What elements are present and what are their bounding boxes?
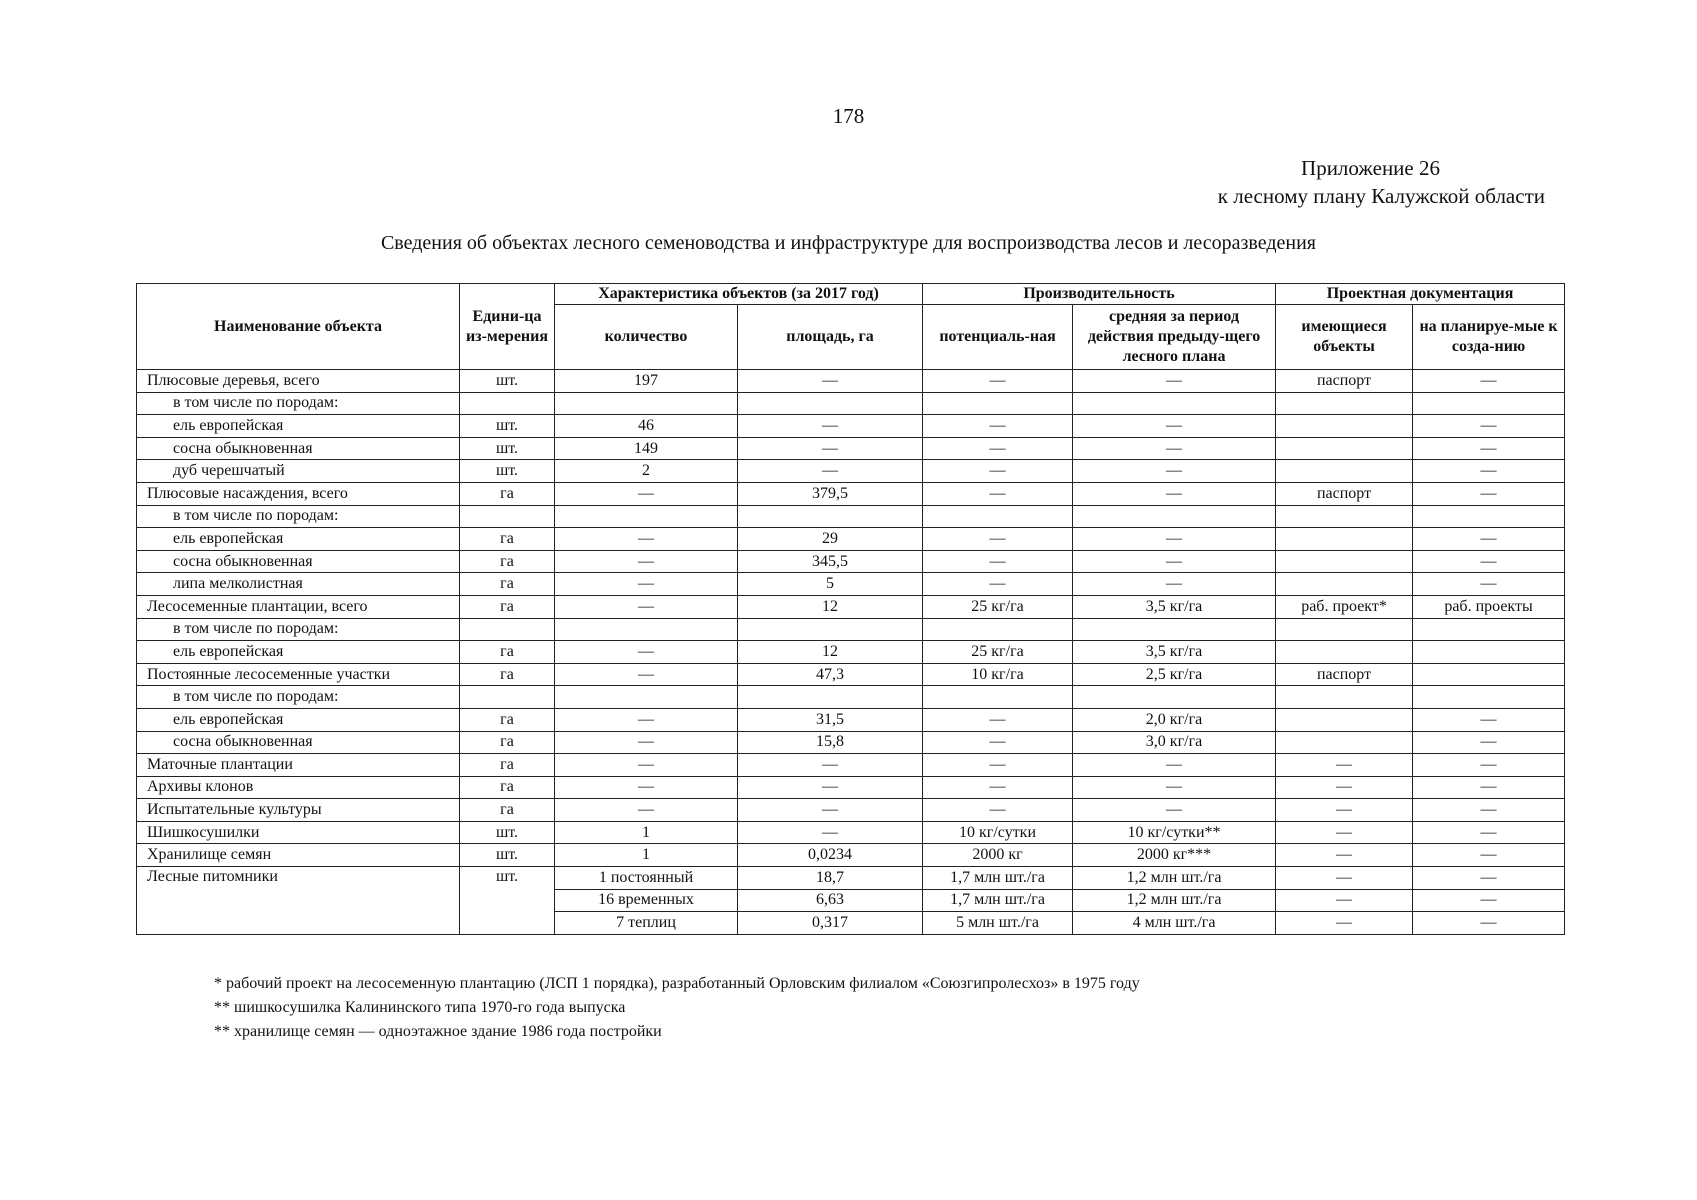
cell-existing	[1276, 437, 1413, 460]
cell-potential: 1,7 млн шт./га	[923, 867, 1073, 890]
cell-unit: га	[460, 641, 555, 664]
cell-name: ель европейская	[137, 708, 460, 731]
cell-planned	[1413, 505, 1565, 528]
cell-name: в том числе по породам:	[137, 618, 460, 641]
cell-average: 1,2 млн шт./га	[1073, 889, 1276, 912]
cell-existing	[1276, 415, 1413, 438]
cell-area: —	[738, 799, 923, 822]
cell-average: —	[1073, 776, 1276, 799]
cell-area: 6,63	[738, 889, 923, 912]
cell-potential: 10 кг/сутки	[923, 821, 1073, 844]
cell-area: 15,8	[738, 731, 923, 754]
footnote-1: * рабочий проект на лесосеменную плантацию (ЛСП 1 порядка), разработанный Орловским филиалом «Союзгипролесхоз» в 1975 году	[214, 975, 1140, 992]
cell-name: ель европейская	[137, 528, 460, 551]
cell-name: дуб черешчатый	[137, 460, 460, 483]
cell-quantity	[555, 392, 738, 415]
cell-quantity: —	[555, 663, 738, 686]
cell-unit: га	[460, 595, 555, 618]
cell-planned: —	[1413, 754, 1565, 777]
cell-quantity: 149	[555, 437, 738, 460]
cell-average: 2000 кг***	[1073, 844, 1276, 867]
cell-quantity: 2	[555, 460, 738, 483]
header-planned: на планируе-мые к созда-нию	[1413, 305, 1565, 370]
cell-area: 0,0234	[738, 844, 923, 867]
header-name: Наименование объекта	[137, 284, 460, 370]
cell-potential: —	[923, 528, 1073, 551]
cell-area: 12	[738, 641, 923, 664]
cell-name: в том числе по породам:	[137, 686, 460, 709]
cell-name: сосна обыкновенная	[137, 437, 460, 460]
cell-quantity: 1 постоянный	[555, 867, 738, 890]
cell-existing: —	[1276, 844, 1413, 867]
cell-average: 2,5 кг/га	[1073, 663, 1276, 686]
cell-potential	[923, 618, 1073, 641]
cell-quantity: —	[555, 595, 738, 618]
table-row	[137, 867, 1565, 890]
cell-unit: шт.	[460, 370, 555, 393]
cell-existing	[1276, 618, 1413, 641]
cell-planned: —	[1413, 460, 1565, 483]
cell-potential: —	[923, 437, 1073, 460]
cell-potential: —	[923, 482, 1073, 505]
cell-area	[738, 618, 923, 641]
cell-name: ель европейская	[137, 641, 460, 664]
cell-planned: —	[1413, 776, 1565, 799]
cell-existing	[1276, 392, 1413, 415]
header-group-project: Проектная документация	[1276, 284, 1565, 305]
cell-planned: —	[1413, 844, 1565, 867]
cell-name: Испытательные культуры	[137, 799, 460, 822]
cell-potential: 5 млн шт./га	[923, 912, 1073, 935]
cell-existing: паспорт	[1276, 370, 1413, 393]
cell-potential: —	[923, 460, 1073, 483]
cell-average	[1073, 686, 1276, 709]
cell-quantity: —	[555, 708, 738, 731]
cell-unit: шт.	[460, 867, 555, 935]
table-row	[137, 573, 1565, 596]
cell-existing: —	[1276, 776, 1413, 799]
table-row	[137, 618, 1565, 641]
cell-name: сосна обыкновенная	[137, 550, 460, 573]
header-group-productivity: Производительность	[923, 284, 1276, 305]
cell-area: 345,5	[738, 550, 923, 573]
cell-potential	[923, 686, 1073, 709]
cell-existing	[1276, 528, 1413, 551]
cell-average: —	[1073, 573, 1276, 596]
cell-unit	[460, 392, 555, 415]
cell-potential: —	[923, 573, 1073, 596]
appendix-line-1: Приложение 26	[1301, 156, 1440, 180]
cell-potential: —	[923, 550, 1073, 573]
cell-existing	[1276, 460, 1413, 483]
cell-average: —	[1073, 370, 1276, 393]
footnotes	[214, 972, 1140, 1044]
table-row	[137, 550, 1565, 573]
cell-average: 3,5 кг/га	[1073, 595, 1276, 618]
header-group-characteristics: Характеристика объектов (за 2017 год)	[555, 284, 923, 305]
header-quantity: количество	[555, 305, 738, 370]
table-row	[137, 776, 1565, 799]
table-row	[137, 844, 1565, 867]
cell-existing	[1276, 641, 1413, 664]
cell-planned	[1413, 663, 1565, 686]
table-row	[137, 370, 1565, 393]
cell-planned: —	[1413, 912, 1565, 935]
cell-average: 3,0 кг/га	[1073, 731, 1276, 754]
header-area: площадь, га	[738, 305, 923, 370]
cell-existing: —	[1276, 754, 1413, 777]
cell-potential	[923, 392, 1073, 415]
cell-planned	[1413, 686, 1565, 709]
cell-existing: раб. проект*	[1276, 595, 1413, 618]
cell-quantity: —	[555, 799, 738, 822]
cell-unit: га	[460, 799, 555, 822]
cell-average	[1073, 618, 1276, 641]
cell-average: 10 кг/сутки**	[1073, 821, 1276, 844]
cell-planned	[1413, 392, 1565, 415]
cell-area	[738, 392, 923, 415]
table-row	[137, 731, 1565, 754]
cell-area: —	[738, 776, 923, 799]
cell-unit	[460, 686, 555, 709]
cell-name: Маточные плантации	[137, 754, 460, 777]
header-unit: Едини-ца из-мерения	[460, 284, 555, 370]
cell-quantity: 197	[555, 370, 738, 393]
cell-planned: —	[1413, 889, 1565, 912]
cell-unit: га	[460, 550, 555, 573]
cell-area	[738, 505, 923, 528]
cell-quantity: 46	[555, 415, 738, 438]
cell-existing: паспорт	[1276, 482, 1413, 505]
cell-quantity: —	[555, 731, 738, 754]
cell-area: —	[738, 754, 923, 777]
cell-potential: —	[923, 799, 1073, 822]
cell-area: 0,317	[738, 912, 923, 935]
header-average: средняя за период действия предыду-щего лесного плана	[1073, 305, 1276, 370]
cell-existing: —	[1276, 912, 1413, 935]
cell-area: 18,7	[738, 867, 923, 890]
cell-name: ель европейская	[137, 415, 460, 438]
cell-planned: —	[1413, 550, 1565, 573]
cell-average: 4 млн шт./га	[1073, 912, 1276, 935]
table-row	[137, 392, 1565, 415]
cell-name: в том числе по породам:	[137, 505, 460, 528]
cell-unit: шт.	[460, 821, 555, 844]
cell-quantity: —	[555, 776, 738, 799]
cell-unit: шт.	[460, 460, 555, 483]
cell-area	[738, 686, 923, 709]
document-title: Сведения об объектах лесного семеноводства и инфраструктуре для воспроизводства лесов и лесоразведения	[380, 232, 1317, 254]
appendix-note	[1218, 154, 1545, 210]
cell-planned: —	[1413, 370, 1565, 393]
cell-average: —	[1073, 415, 1276, 438]
cell-quantity: —	[555, 573, 738, 596]
cell-planned	[1413, 618, 1565, 641]
cell-existing	[1276, 505, 1413, 528]
cell-average: —	[1073, 460, 1276, 483]
cell-quantity: —	[555, 528, 738, 551]
table-row	[137, 482, 1565, 505]
cell-unit: га	[460, 754, 555, 777]
table-row	[137, 686, 1565, 709]
cell-name: Постоянные лесосеменные участки	[137, 663, 460, 686]
cell-name: Лесные питомники	[137, 867, 460, 935]
cell-potential: 25 кг/га	[923, 641, 1073, 664]
cell-name: Архивы клонов	[137, 776, 460, 799]
cell-potential: —	[923, 708, 1073, 731]
cell-unit: га	[460, 528, 555, 551]
cell-average: —	[1073, 754, 1276, 777]
cell-potential: 1,7 млн шт./га	[923, 889, 1073, 912]
cell-existing	[1276, 731, 1413, 754]
cell-area: 47,3	[738, 663, 923, 686]
table-row	[137, 821, 1565, 844]
cell-unit: га	[460, 573, 555, 596]
cell-potential: —	[923, 731, 1073, 754]
table-row	[137, 754, 1565, 777]
cell-name: в том числе по породам:	[137, 392, 460, 415]
cell-quantity: 7 теплиц	[555, 912, 738, 935]
table-row	[137, 641, 1565, 664]
cell-area: —	[738, 415, 923, 438]
cell-unit: га	[460, 663, 555, 686]
cell-planned: —	[1413, 867, 1565, 890]
footnote-3: ** хранилище семян — одноэтажное здание 1986 года постройки	[214, 1023, 662, 1040]
header-existing: имеющиеся объекты	[1276, 305, 1413, 370]
cell-quantity: —	[555, 754, 738, 777]
cell-area: 31,5	[738, 708, 923, 731]
cell-unit: га	[460, 708, 555, 731]
table-row	[137, 437, 1565, 460]
cell-area: —	[738, 437, 923, 460]
cell-potential	[923, 505, 1073, 528]
cell-quantity: 1	[555, 821, 738, 844]
cell-potential: —	[923, 415, 1073, 438]
cell-existing: —	[1276, 889, 1413, 912]
footnote-2: ** шишкосушилка Калининского типа 1970-го года выпуска	[214, 999, 626, 1016]
cell-potential: —	[923, 776, 1073, 799]
cell-average: 2,0 кг/га	[1073, 708, 1276, 731]
table-row	[137, 799, 1565, 822]
cell-planned	[1413, 641, 1565, 664]
table-row	[137, 708, 1565, 731]
cell-name: липа мелколистная	[137, 573, 460, 596]
cell-quantity: 1	[555, 844, 738, 867]
cell-unit	[460, 618, 555, 641]
cell-average	[1073, 392, 1276, 415]
cell-unit: га	[460, 482, 555, 505]
cell-unit: шт.	[460, 415, 555, 438]
cell-existing	[1276, 573, 1413, 596]
cell-unit	[460, 505, 555, 528]
table-row	[137, 663, 1565, 686]
cell-planned: —	[1413, 482, 1565, 505]
cell-average	[1073, 505, 1276, 528]
cell-quantity: —	[555, 641, 738, 664]
cell-planned: —	[1413, 708, 1565, 731]
cell-planned: —	[1413, 731, 1565, 754]
table-row	[137, 460, 1565, 483]
seed-objects-table	[136, 283, 1565, 935]
cell-potential: 10 кг/га	[923, 663, 1073, 686]
cell-planned: —	[1413, 799, 1565, 822]
cell-area: —	[738, 460, 923, 483]
cell-quantity: —	[555, 482, 738, 505]
cell-name: сосна обыкновенная	[137, 731, 460, 754]
table-body	[137, 370, 1565, 935]
header-potential: потенциаль-ная	[923, 305, 1073, 370]
table-row	[137, 528, 1565, 551]
cell-average: 3,5 кг/га	[1073, 641, 1276, 664]
cell-existing: —	[1276, 821, 1413, 844]
cell-planned: —	[1413, 573, 1565, 596]
cell-area: 379,5	[738, 482, 923, 505]
cell-existing	[1276, 550, 1413, 573]
cell-planned: раб. проекты	[1413, 595, 1565, 618]
cell-existing	[1276, 708, 1413, 731]
cell-existing: —	[1276, 867, 1413, 890]
cell-unit: га	[460, 776, 555, 799]
cell-average: —	[1073, 550, 1276, 573]
appendix-line-2: к лесному плану Калужской области	[1217, 184, 1545, 208]
table-row	[137, 505, 1565, 528]
cell-name: Шишкосушилки	[137, 821, 460, 844]
cell-quantity	[555, 686, 738, 709]
cell-existing: —	[1276, 799, 1413, 822]
cell-average: 1,2 млн шт./га	[1073, 867, 1276, 890]
page-number: 178	[832, 104, 865, 128]
cell-area: 5	[738, 573, 923, 596]
cell-unit: шт.	[460, 844, 555, 867]
cell-unit: шт.	[460, 437, 555, 460]
cell-quantity	[555, 618, 738, 641]
cell-quantity: —	[555, 550, 738, 573]
cell-potential: —	[923, 754, 1073, 777]
cell-average: —	[1073, 437, 1276, 460]
cell-area: —	[738, 370, 923, 393]
cell-planned: —	[1413, 821, 1565, 844]
cell-area: 29	[738, 528, 923, 551]
cell-name: Плюсовые насаждения, всего	[137, 482, 460, 505]
cell-name: Плюсовые деревья, всего	[137, 370, 460, 393]
cell-name: Хранилище семян	[137, 844, 460, 867]
cell-potential: 2000 кг	[923, 844, 1073, 867]
cell-planned: —	[1413, 528, 1565, 551]
cell-name: Лесосеменные плантации, всего	[137, 595, 460, 618]
cell-quantity	[555, 505, 738, 528]
cell-area: —	[738, 821, 923, 844]
cell-average: —	[1073, 799, 1276, 822]
cell-unit: га	[460, 731, 555, 754]
cell-potential: 25 кг/га	[923, 595, 1073, 618]
cell-existing	[1276, 686, 1413, 709]
cell-average: —	[1073, 482, 1276, 505]
cell-area: 12	[738, 595, 923, 618]
table-row	[137, 415, 1565, 438]
cell-average: —	[1073, 528, 1276, 551]
cell-quantity: 16 временных	[555, 889, 738, 912]
cell-potential: —	[923, 370, 1073, 393]
cell-planned: —	[1413, 437, 1565, 460]
table-row	[137, 595, 1565, 618]
cell-planned: —	[1413, 415, 1565, 438]
cell-existing: паспорт	[1276, 663, 1413, 686]
